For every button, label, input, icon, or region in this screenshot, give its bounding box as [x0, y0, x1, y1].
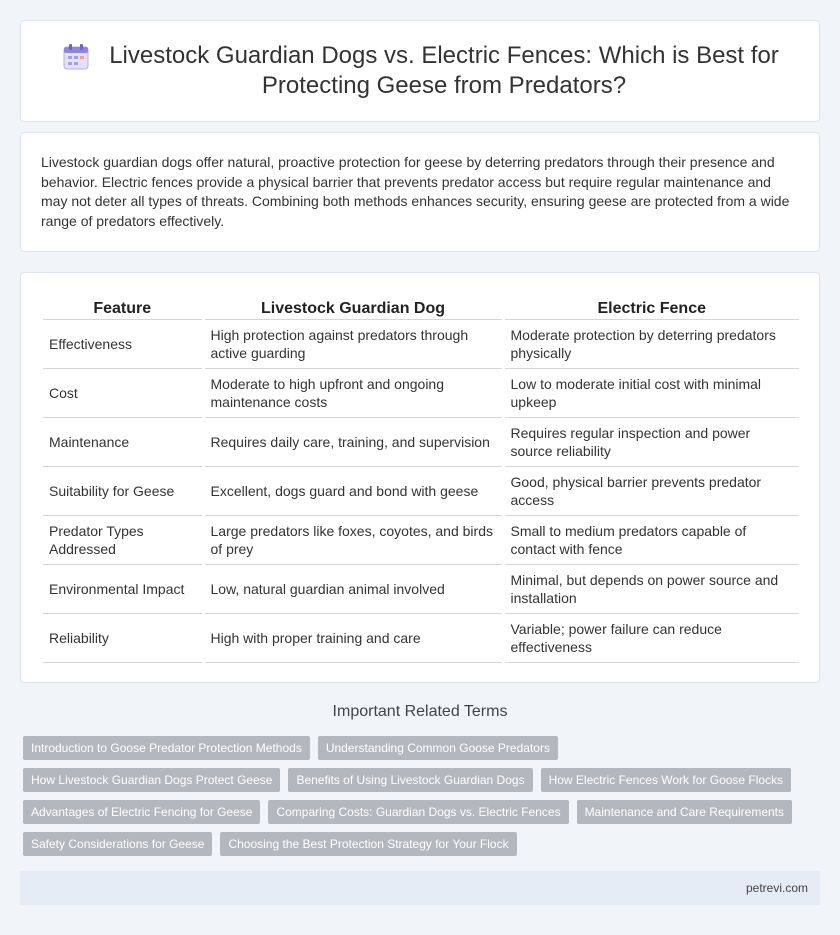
guardian-dog-cell: Low, natural guardian animal involved: [203, 564, 503, 613]
electric-fence-cell: Good, physical barrier prevents predator access: [503, 466, 799, 515]
electric-fence-cell: Small to medium predators capable of contact with fence: [503, 515, 799, 564]
guardian-dog-cell: Large predators like foxes, coyotes, and birds of prey: [203, 515, 503, 564]
guardian-dog-cell: Requires daily care, training, and supervision: [203, 417, 503, 466]
electric-fence-cell: Minimal, but depends on power source and installation: [503, 564, 799, 613]
related-terms-title: Important Related Terms: [332, 703, 508, 720]
related-term-tag[interactable]: Comparing Costs: Guardian Dogs vs. Electric Fences: [268, 800, 568, 824]
guardian-dog-cell: Excellent, dogs guard and bond with geese: [203, 466, 503, 515]
footer-site-name: petrevi.com: [745, 881, 808, 895]
feature-cell: Cost: [43, 368, 203, 417]
electric-fence-cell: Variable; power failure can reduce effectiveness: [503, 613, 799, 662]
table-row: [43, 417, 799, 466]
table-row: [43, 319, 799, 368]
feature-cell: Reliability: [43, 613, 203, 662]
related-term-tag[interactable]: How Electric Fences Work for Goose Flocks: [541, 768, 792, 792]
feature-cell: Suitability for Geese: [43, 466, 203, 515]
related-term-tag[interactable]: Introduction to Goose Predator Protection Methods: [23, 736, 310, 760]
table-row: [43, 368, 799, 417]
related-term-tag[interactable]: Benefits of Using Livestock Guardian Dogs: [288, 768, 532, 792]
guardian-dog-cell: High with proper training and care: [203, 613, 503, 662]
summary-card: [20, 132, 820, 252]
electric-fence-cell: Moderate protection by deterring predators physically: [503, 319, 799, 368]
electric-fence-cell: Low to moderate initial cost with minimal upkeep: [503, 368, 799, 417]
related-term-tag[interactable]: Advantages of Electric Fencing for Geese: [23, 800, 260, 824]
feature-cell: Environmental Impact: [43, 564, 203, 613]
footer: [20, 871, 820, 905]
related-term-tag[interactable]: Safety Considerations for Geese: [23, 832, 212, 856]
header-card: [20, 20, 820, 122]
summary-text: Livestock guardian dogs offer natural, proactive protection for geese by deterring predators through their presence and behavior. Electric fences provide a physical barrier that prevents predator access but require regular maintenance and may not deter all types of threats. Combining both methods enhances security, ensuring geese are protected from a wide range of predators effectively.: [41, 154, 790, 229]
electric-fence-cell: Requires regular inspection and power source reliability: [503, 417, 799, 466]
table-row: [43, 613, 799, 662]
comparison-card: [20, 272, 820, 683]
related-term-tag[interactable]: Understanding Common Goose Predators: [318, 736, 558, 760]
header-electric-fence: Electric Fence: [503, 295, 799, 319]
related-terms-list: [23, 736, 823, 864]
header-feature: Feature: [43, 295, 203, 319]
guardian-dog-cell: Moderate to high upfront and ongoing maintenance costs: [203, 368, 503, 417]
feature-cell: Predator Types Addressed: [43, 515, 203, 564]
guardian-dog-cell: High protection against predators through active guarding: [203, 319, 503, 368]
table-row: [43, 466, 799, 515]
related-term-tag[interactable]: How Livestock Guardian Dogs Protect Geese: [23, 768, 280, 792]
page-title: Livestock Guardian Dogs vs. Electric Fences: Which is Best for Protecting Geese from Predators?: [109, 42, 779, 99]
comparison-table: [43, 295, 799, 663]
related-term-tag[interactable]: Choosing the Best Protection Strategy for Your Flock: [220, 832, 516, 856]
feature-cell: Maintenance: [43, 417, 203, 466]
header-guardian-dog: Livestock Guardian Dog: [203, 295, 503, 319]
related-term-tag[interactable]: Maintenance and Care Requirements: [577, 800, 792, 824]
table-row: [43, 564, 799, 613]
feature-cell: Effectiveness: [43, 319, 203, 368]
table-row: [43, 515, 799, 564]
table-header-row: [43, 295, 799, 319]
calendar-icon: [61, 42, 91, 72]
